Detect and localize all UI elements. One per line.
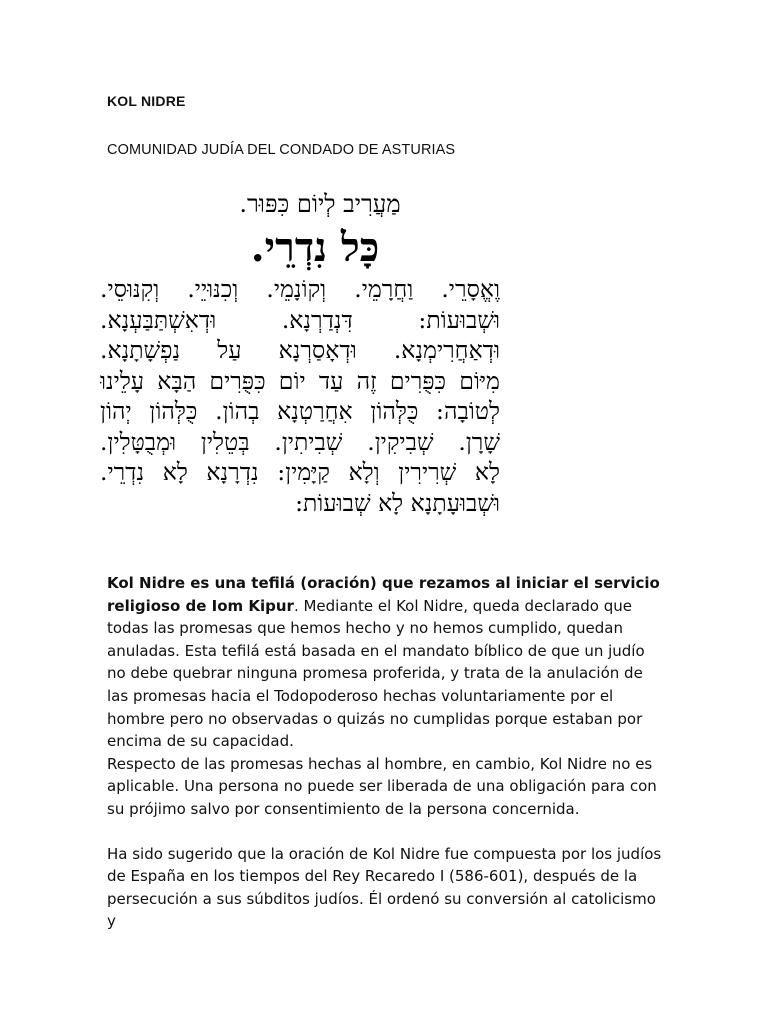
document-subtitle: COMUNIDAD JUDÍA DEL CONDADO DE ASTURIAS <box>107 142 456 158</box>
paragraph-1-rest: . Mediante el Kol Nidre, queda declarado que todas las promesas que hemos hecho y no hemos cumplido, quedan anuladas. Esta tefilá está basada en el mandato bíblico de que un judío no debe quebrar ninguna promesa proferida, y trata de la anulación de las promesas hacia el Todopoderoso hechas voluntariamente por el hombre pero no observadas o quizás no cumplidas porque estaban por encima de su capacidad. <box>107 596 645 751</box>
hebrew-header-small: מַעֲרִיב לְיוֹם כִּפּוּר. <box>239 190 401 218</box>
paragraph-1-continuation: Respecto de las promesas hechas al hombre, en cambio, Kol Nidre no es aplicable. Una persona no puede ser liberada de una obligación para con su prójimo salvo por consentimiento de la persona concernida. <box>107 754 657 818</box>
paragraph-2: Ha sido sugerido que la oración de Kol Nidre fue compuesta por los judíos de España en los tiempos del Rey Recaredo I (586-601), después de la persecución a sus súbditos judíos. Él ordenó su conversión al catolicismo y <box>107 844 662 931</box>
paragraph-1 <box>107 572 667 753</box>
hebrew-line: וּשְׁבוּעוֹת: דִּנְדַרְנָא. וּדְאִשְׁתַּבַּעְנָא. <box>100 305 500 334</box>
hebrew-header-big: כָּל נִדְרֵי. <box>250 224 380 271</box>
hebrew-line: לָא שְׁרִירִין וְלָא קַיָּמִין: נִדְרָנָא לָא נִדְרֵי. <box>100 458 500 486</box>
hebrew-line: וּשְׁבוּעָתָנָא לָא שְׁבוּעוֹת: <box>295 488 500 517</box>
document-title: KOL NIDRE <box>107 93 186 109</box>
hebrew-line: מִיּוֹם כִּפֻּרִים זֶה עַד יוֹם כִּפֻּרִים הַבָּא עָלֵינוּ <box>100 366 500 395</box>
hebrew-prayer-text <box>100 186 500 518</box>
hebrew-line: וֶאֱסָרֵי. וַחֲרָמֵי. וְקוֹנָמֵי. וְכִנּוּיֵי. וְקִנּוּסֵי. <box>100 275 500 303</box>
hebrew-line: וּדְאַחֲרִימְנָא. וּדְאָסַרְנָא עַל נַפְשָׁתָנָא. <box>100 336 500 364</box>
body-text <box>107 572 667 933</box>
hebrew-line: לְטוֹבָה: כֻּלְּהוֹן אִחֲרַטְנָא בְהוֹן. כֻּלְּהוֹן יְהוֹן <box>100 397 500 425</box>
hebrew-line: שָׁרָן. שְׁבִיקִין. שְׁבִיתִין. בְּטֵלִין וּמְבֻטָּלִין. <box>100 427 500 456</box>
paragraph-1-bold-lead: Kol Nidre es una tefilá (oración) que rezamos al iniciar el servicio religioso de Iom Kipur <box>107 574 660 615</box>
